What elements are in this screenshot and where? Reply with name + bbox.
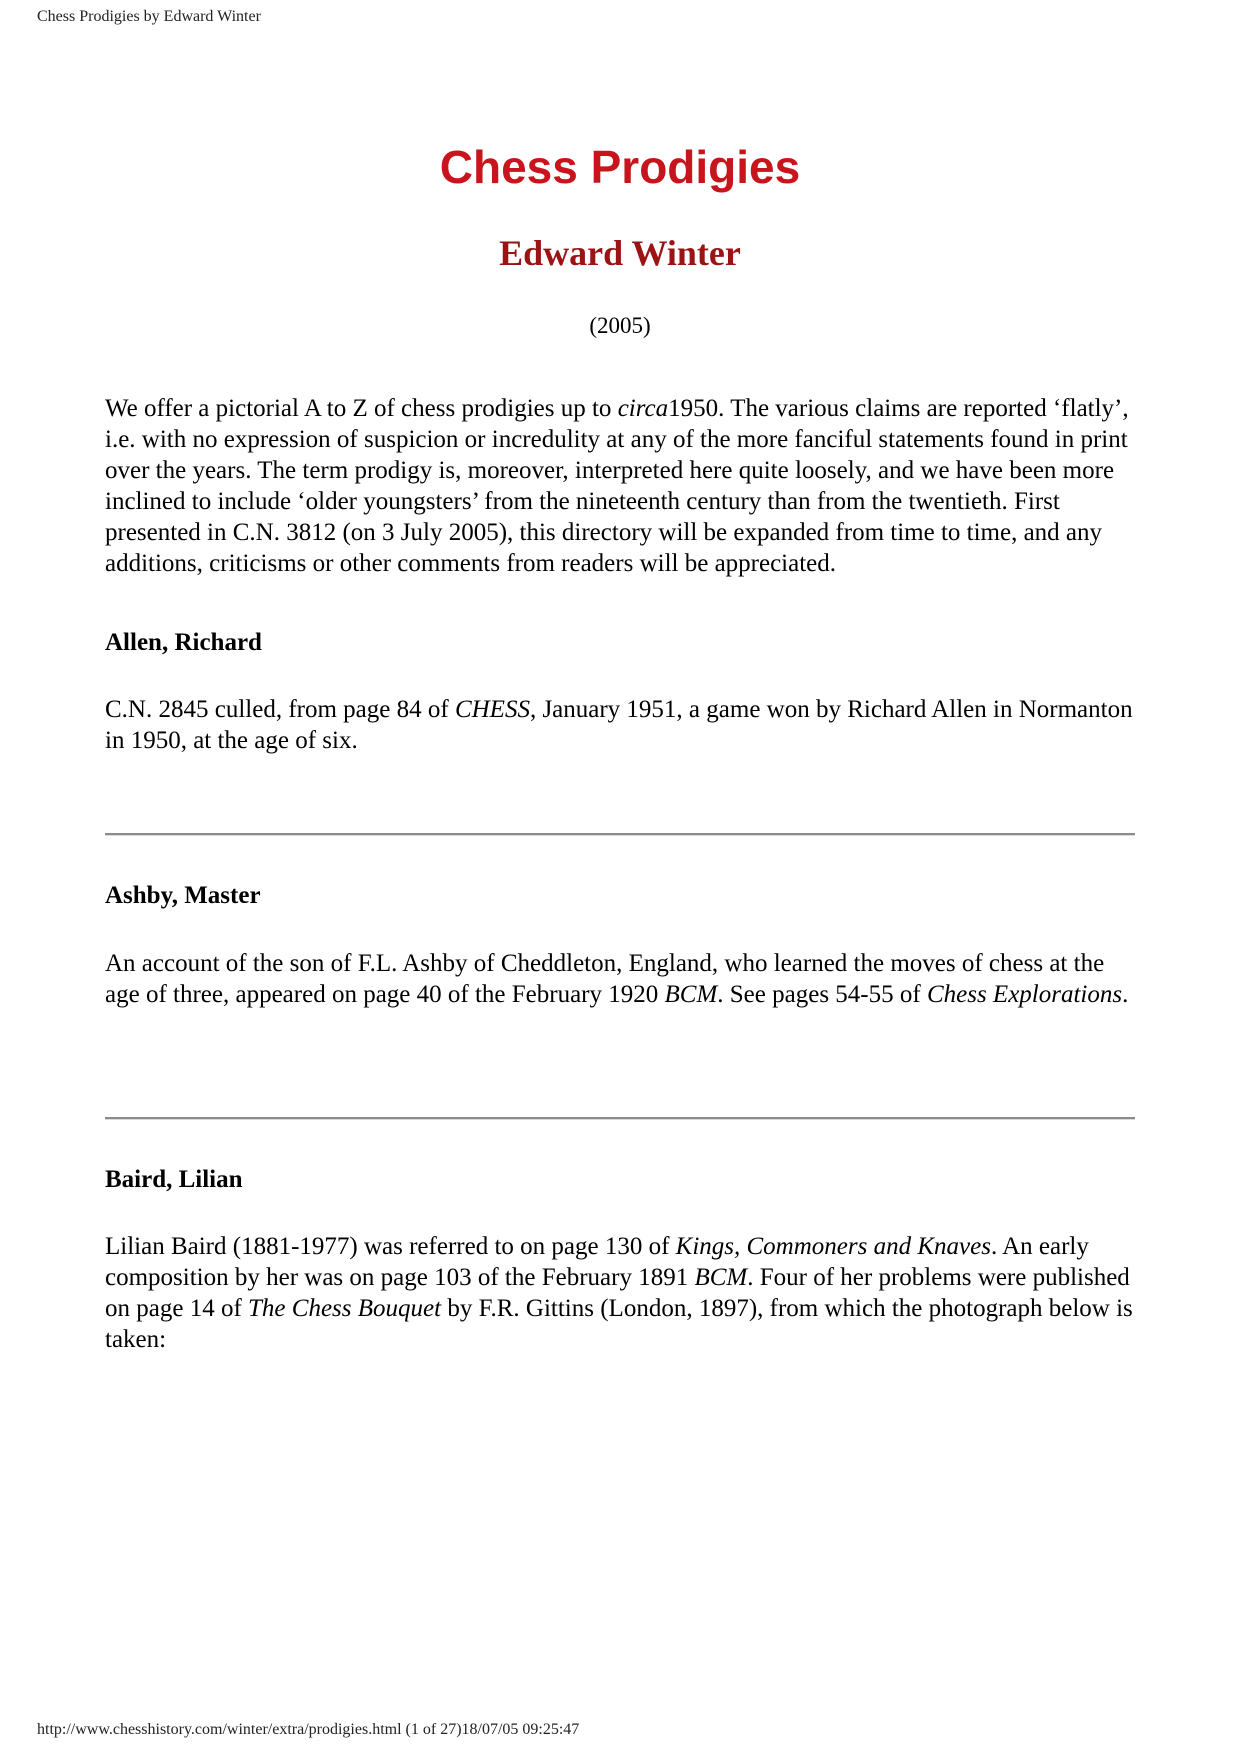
intro-paragraph: We offer a pictorial A to Z of chess prodigies up to circa1950. The various claims are reported ‘flatly’, i.e. with no expression of suspicion or incredulity at any of the more fanciful statements found in print over the years. The term prodigy is, moreover, interpreted here quite loosely, and we have been more inclined to include ‘older youngsters’ from the nineteenth century than from the twentieth. First presented in C.N. 3812 (on 3 July 2005), this directory will be expanded from time to time, and any additions, criticisms or other comments from readers will be appreciated. xyxy=(105,395,1129,577)
entry-heading-allen: Allen, Richard xyxy=(105,629,262,656)
entry-text-ashby: An account of the son of F.L. Ashby of Cheddleton, England, who learned the moves of chess at the age of three, appeared on page 40 of the February 1920 BCM. See pages 54-55 of Chess Explorations. xyxy=(105,950,1129,1008)
entry-heading-ashby: Ashby, Master xyxy=(105,882,261,909)
print-footer-url: http://www.chesshistory.com/winter/extra/prodigies.html (1 of 27)18/07/05 09:25:47 xyxy=(37,1721,580,1738)
section-divider xyxy=(105,1117,1135,1120)
entry-text-baird: Lilian Baird (1881-1977) was referred to on page 130 of Kings, Commoners and Knaves. An early composition by her was on page 103 of the February 1891 BCM. Four of her problems were published on page 14 of The Chess Bouquet by F.R. Gittins (London, 1897), from which the photograph below is taken: xyxy=(105,1233,1133,1353)
section-divider xyxy=(105,833,1135,836)
browser-title-header: Chess Prodigies by Edward Winter xyxy=(37,8,261,25)
entry-heading-baird: Baird, Lilian xyxy=(105,1166,243,1193)
page-title: Chess Prodigies xyxy=(439,141,801,193)
publication-year: (2005) xyxy=(589,313,651,338)
author-name: Edward Winter xyxy=(499,233,741,273)
entry-text-allen: C.N. 2845 culled, from page 84 of CHESS, January 1951, a game won by Richard Allen in Normanton in 1950, at the age of six. xyxy=(105,696,1133,754)
